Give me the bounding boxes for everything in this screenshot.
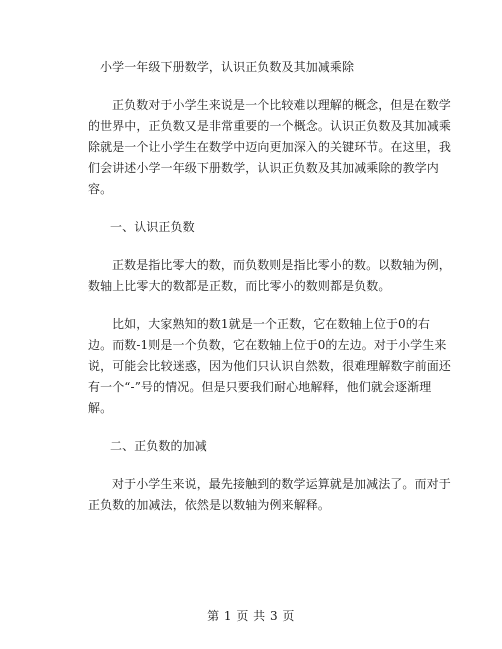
paragraph-line: 的世界中，正负数又是非常重要的一个概念。认识正负数及其加减乘 [88,119,452,133]
section2-paragraph-1 [88,474,451,516]
document-title: 小学一年级下册数学，认识正负数及其加减乘除 [100,60,355,74]
paragraph-line: 对于小学生来说，最先接触到的数学运算就是加减法了。而对于 [112,477,451,491]
paragraph-line: 除就是一个让小学生在数学中迈向更加深入的关键环节。在这里，我 [88,140,452,154]
paragraph-line: 们会讲述小学一年级下册数学，认识正负数及其加减乘除的教学内 [88,161,439,175]
paragraph-line: 有一个“-”号的情况。但是只要我们耐心地解释，他们就会逐渐理 [88,380,432,394]
section1-paragraph-1 [88,255,451,297]
paragraph-line: 正数是指比零大的数，而负数则是指比零小的数。以数轴为例， [112,258,451,272]
section-heading-1: 一、认识正负数 [110,220,195,234]
paragraph-line: 正负数的加减法，依然是以数轴为例来解释。 [88,498,331,512]
page-number-footer: 第 1 页 共 3 页 [207,609,295,623]
section-heading-2: 二、正负数的加减 [110,439,207,453]
paragraph-line: 容。 [88,182,113,196]
paragraph-line: 数轴上比零大的数都是正数，而比零小的数则都是负数。 [88,279,391,293]
document-body [88,57,452,516]
intro-paragraph [88,95,452,200]
paragraph-line: 说，可能会比较迷惑，因为他们只认识自然数，很难理解数字前面还 [88,359,452,373]
paragraph-line: 比如，大家熟知的数1就是一个正数，它在数轴上位于0的右 [112,317,430,331]
paragraph-line: 正负数对于小学生来说是一个比较难以理解的概念，但是在数学 [112,98,451,112]
section1-paragraph-2 [88,314,452,419]
paragraph-line: 边。而数-1则是一个负数，它在数轴上位于0的左边。对于小学生来 [88,338,447,352]
paragraph-line: 解。 [88,401,113,415]
